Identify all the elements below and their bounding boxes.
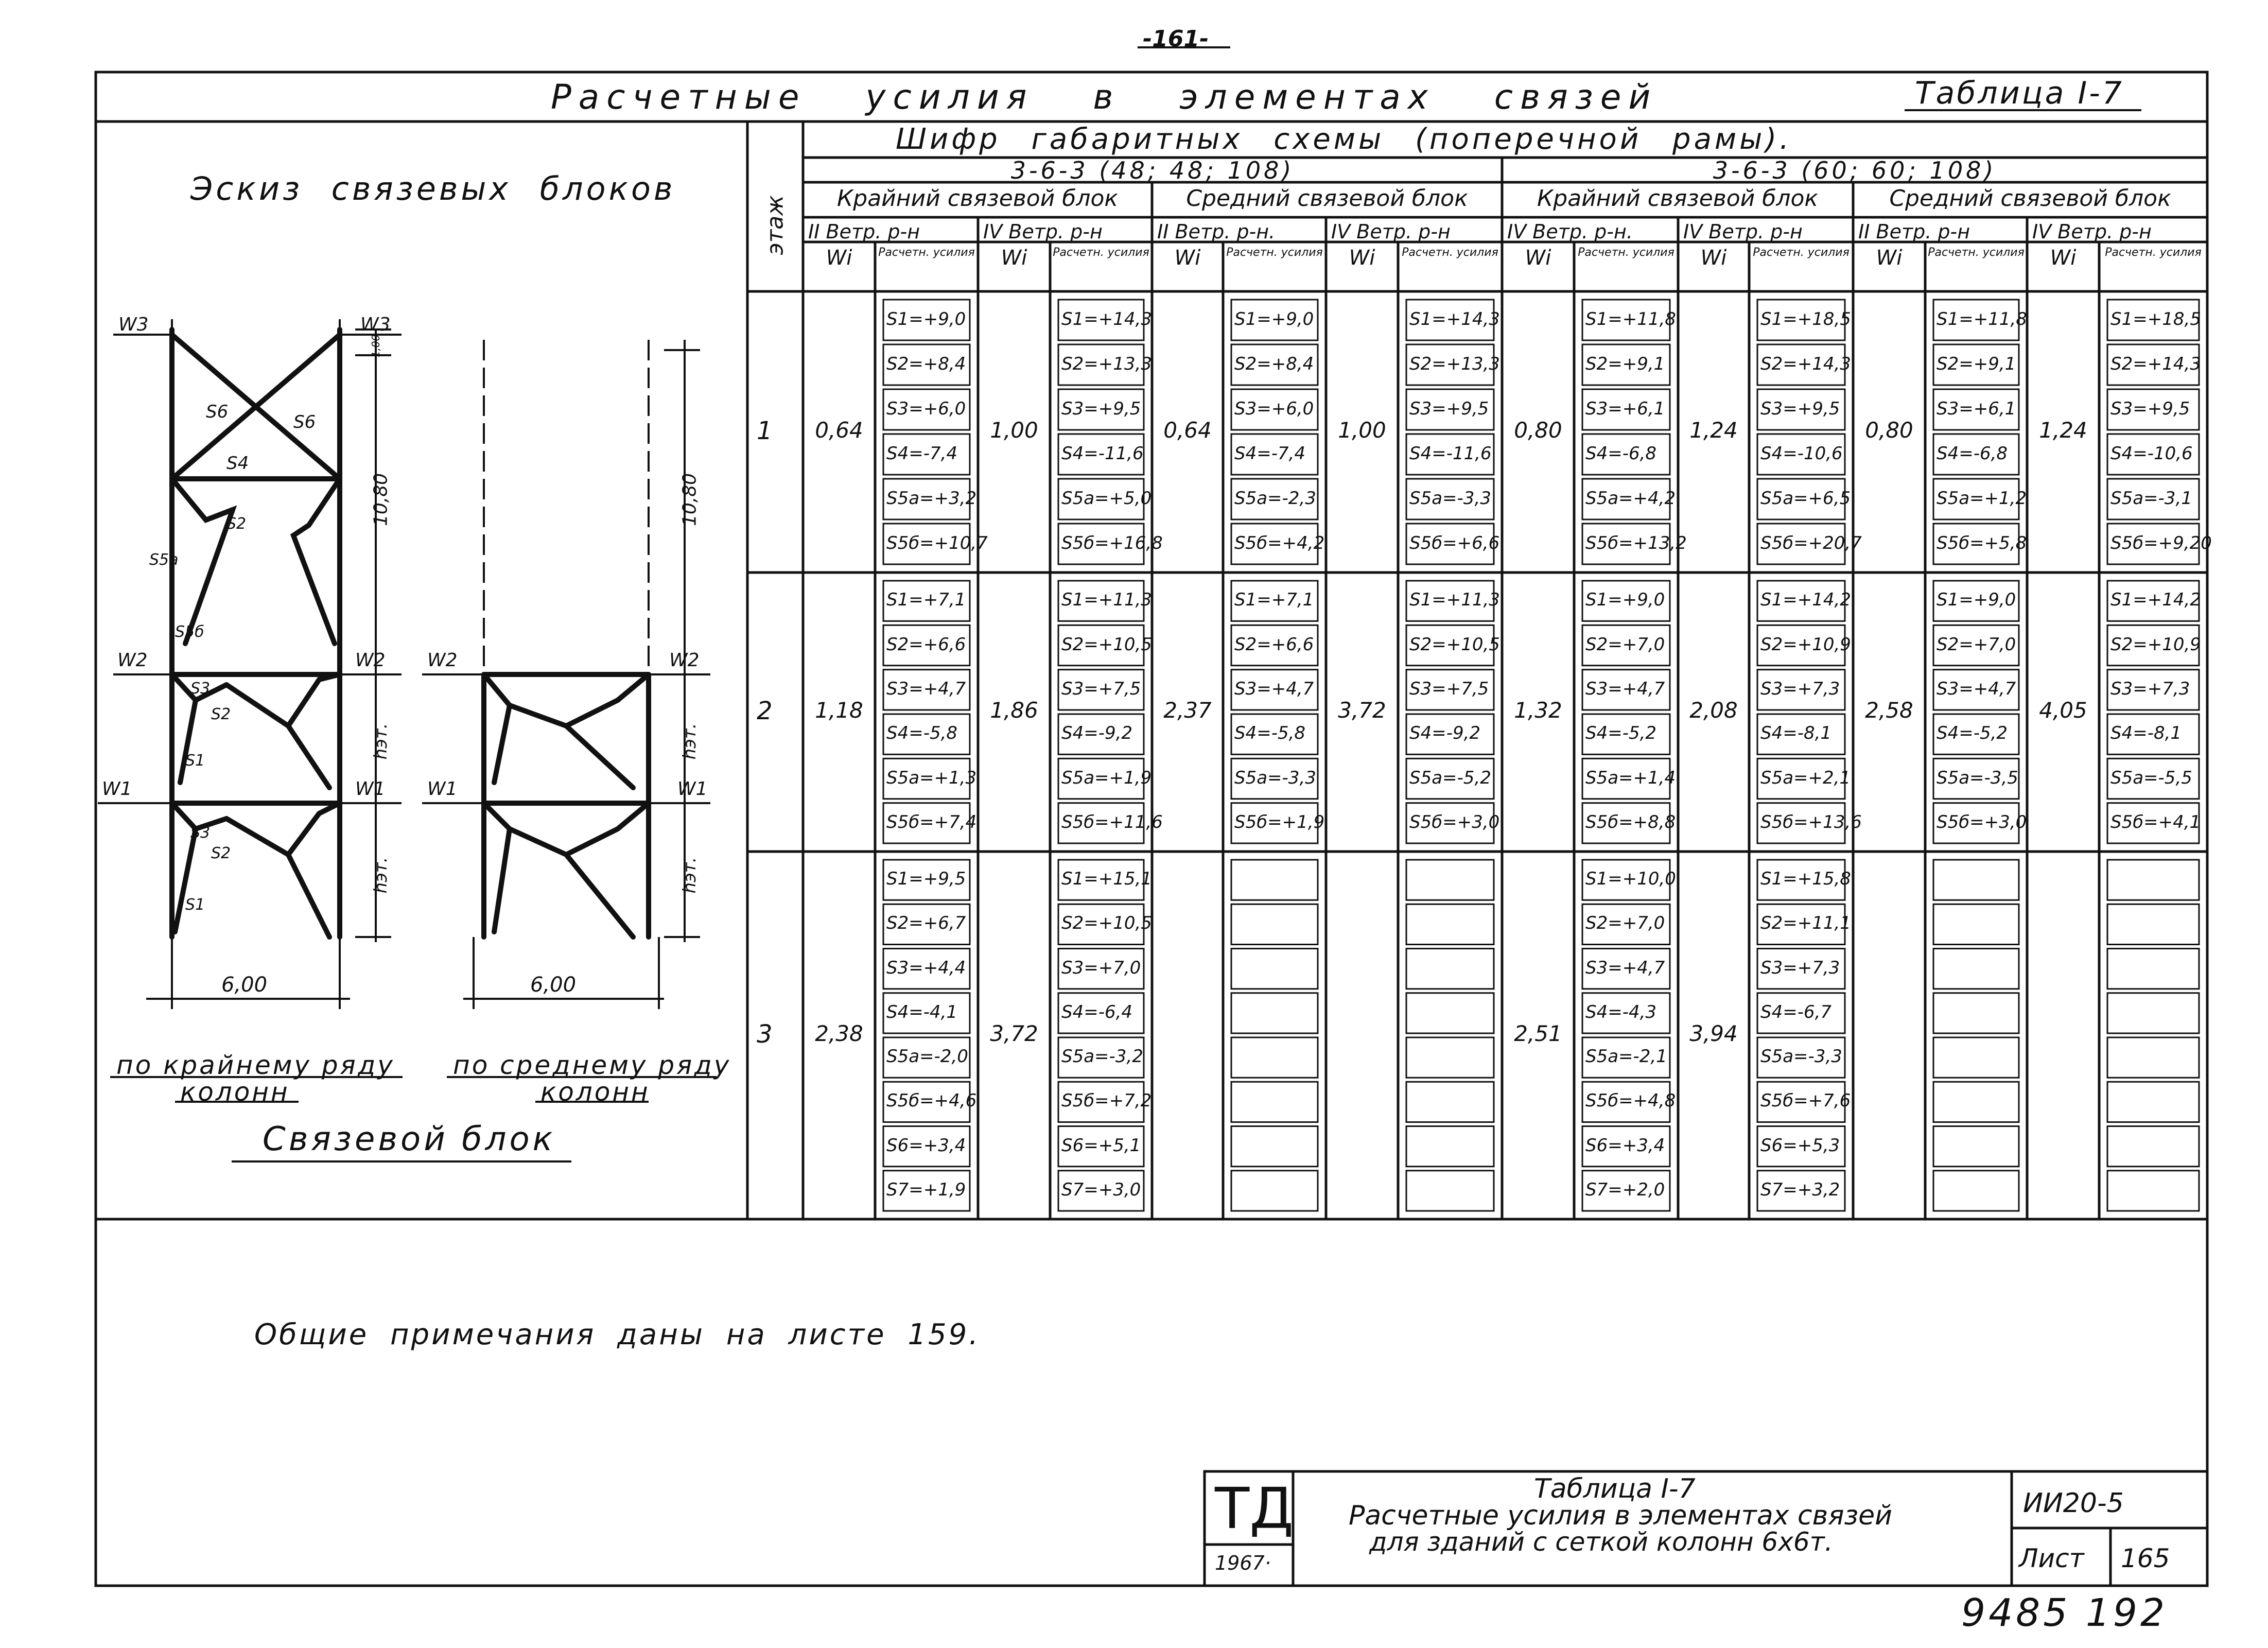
force-cell-box xyxy=(1933,1037,2019,1078)
force-value: S5а=-5,2 xyxy=(1409,767,1491,788)
stamp-desc-1: Расчетные усилия в элементах связей xyxy=(1349,1500,1892,1531)
member-s2-f1: S2 xyxy=(211,844,231,862)
force-value: S5б=+3,0 xyxy=(1409,811,1500,832)
force-value: S2=+9,1 xyxy=(1936,353,2016,374)
force-value: S4=-5,8 xyxy=(1234,723,1306,744)
force-value: S5а=+3,2 xyxy=(886,488,977,509)
block-header-4: Средний связевой блок xyxy=(1889,185,2171,212)
force-value: S2=+11,1 xyxy=(1760,913,1851,934)
force-value: S3=+9,5 xyxy=(1061,398,1141,419)
force-value: S5б=+4,8 xyxy=(1585,1090,1676,1112)
force-value: S1=+14,2 xyxy=(1760,589,1851,611)
force-value: S3=+7,5 xyxy=(1409,678,1489,699)
force-value: S5а=-2,1 xyxy=(1585,1046,1667,1067)
wind-label-w2-4: W2 xyxy=(669,650,700,671)
force-value: S3=+9,5 xyxy=(2110,398,2190,419)
force-cell-box xyxy=(1231,949,1318,989)
force-value: S2=+7,0 xyxy=(1585,634,1665,655)
wind-label-w3-left: W3 xyxy=(118,314,149,335)
force-value: S7=+2,0 xyxy=(1585,1179,1665,1200)
scheme-2: 3-6-3 (60; 60; 108) xyxy=(1713,157,1997,184)
caption-block: Связевой блок xyxy=(263,1120,556,1158)
force-value: S5а=-2,0 xyxy=(886,1046,968,1067)
force-value: S3=+4,7 xyxy=(1234,678,1314,699)
force-cell-box xyxy=(2107,949,2199,989)
force-value: S1=+11,8 xyxy=(1585,308,1676,329)
force-cell-box xyxy=(2107,860,2199,900)
sketch-header: Эскиз связевых блоков xyxy=(190,170,676,207)
member-s2-f2: S2 xyxy=(211,705,231,723)
member-s5b-top: S5б xyxy=(175,623,204,641)
force-value: S3=+4,4 xyxy=(886,957,966,978)
force-value: S2=+13,3 xyxy=(1061,353,1152,374)
force-value: S2=+10,5 xyxy=(1061,913,1152,934)
member-s1-f1: S1 xyxy=(185,896,205,914)
force-value: S1=+11,8 xyxy=(1936,308,2027,329)
force-value: S3=+9,5 xyxy=(1760,398,1840,419)
force-value: S5а=+1,3 xyxy=(886,767,977,788)
wi-value: 1,18 xyxy=(815,698,863,723)
force-value: S2=+14,3 xyxy=(1760,353,1851,374)
force-value: S5б=+3,0 xyxy=(1936,811,2027,832)
dim-floor-4: hэт. xyxy=(679,857,700,894)
force-value: S4=-9,2 xyxy=(1409,723,1481,744)
force-value: S5б=+4,6 xyxy=(886,1090,977,1112)
force-value: S4=-8,1 xyxy=(2110,723,2182,744)
force-value: S1=+9,0 xyxy=(1936,589,2016,611)
force-value: S5а=+1,4 xyxy=(1585,767,1676,788)
force-value: S2=+7,0 xyxy=(1585,913,1665,934)
wind-label-w3-right: W3 xyxy=(360,314,391,335)
force-value: S2=+7,0 xyxy=(1936,634,2016,655)
force-value: S2=+9,1 xyxy=(1585,353,1665,374)
wind-header-5: IV Ветр. р-н. xyxy=(1507,220,1633,243)
force-value: S4=-4,3 xyxy=(1585,1001,1657,1022)
force-value: S2=+10,9 xyxy=(2110,634,2201,655)
col-wi-header: Wi xyxy=(1525,246,1551,270)
force-value: S4=-5,8 xyxy=(886,723,958,744)
wind-header-2: IV Ветр. р-н xyxy=(983,220,1103,243)
block-header-3: Крайний связевой блок xyxy=(1537,185,1818,212)
col-wi-header: Wi xyxy=(1174,246,1201,270)
wind-label-w2-1: W2 xyxy=(117,650,148,671)
force-cell-box xyxy=(2107,1171,2199,1211)
force-value: S4=-5,2 xyxy=(1936,723,2008,744)
force-value: S1=+15,8 xyxy=(1760,869,1851,890)
force-value: S5б=+7,6 xyxy=(1760,1090,1851,1112)
force-value: S3=+6,1 xyxy=(1585,398,1665,419)
dim-floor-3: hэт. xyxy=(679,723,700,760)
force-value: S5б=+20,7 xyxy=(1760,532,1862,553)
force-value: S1=+7,1 xyxy=(886,589,966,611)
force-value: S3=+7,3 xyxy=(1760,678,1840,699)
force-value: S1=+18,5 xyxy=(1760,308,1851,329)
force-value: S3=+7,3 xyxy=(1760,957,1840,978)
wi-value: 0,80 xyxy=(1865,418,1913,443)
force-value: S5а=+1,2 xyxy=(1936,488,2027,509)
stamp-sheet-number: 165 xyxy=(2121,1543,2170,1573)
force-value: S5а=+1,9 xyxy=(1061,767,1152,788)
force-value: S3=+4,7 xyxy=(1585,678,1665,699)
force-value: S5б=+7,4 xyxy=(886,811,977,832)
wi-value: 1,00 xyxy=(1338,418,1386,443)
member-s6: S6 xyxy=(206,402,229,422)
force-value: S1=+14,2 xyxy=(2110,589,2201,611)
member-s6b: S6 xyxy=(293,412,316,432)
stamp-sheet-label: Лист xyxy=(2019,1543,2084,1573)
force-value: S1=+9,5 xyxy=(886,869,966,890)
col-force-header: Расчетн. усилия xyxy=(1053,246,1149,259)
wi-value: 1,00 xyxy=(990,418,1038,443)
force-cell-box xyxy=(2107,1037,2199,1078)
force-value: S3=+6,1 xyxy=(1936,398,2016,419)
col-force-header: Расчетн. усилия xyxy=(2105,246,2202,259)
member-s3-f1: S3 xyxy=(190,824,211,842)
wind-label-w2-2: W2 xyxy=(355,650,386,671)
col-wi-header: Wi xyxy=(2050,246,2077,270)
stamp-table: Таблица I-7 xyxy=(1534,1473,1696,1504)
wind-header-1: II Ветр. р-н xyxy=(808,220,920,243)
force-cell-box xyxy=(2107,1082,2199,1122)
force-value: S5а=-3,1 xyxy=(2110,488,2192,509)
force-value: S5а=+2,1 xyxy=(1760,767,1851,788)
force-value: S5б=+8,8 xyxy=(1585,811,1676,832)
wind-label-w1-2: W1 xyxy=(355,778,386,800)
dim-top-left: 10,80 xyxy=(370,473,392,527)
force-value: S6=+3,4 xyxy=(1585,1135,1665,1156)
force-value: S7=+3,0 xyxy=(1061,1179,1141,1200)
force-cell-box xyxy=(1933,860,2019,900)
wind-header-6: IV Ветр. р-н xyxy=(1683,220,1803,243)
force-cell-box xyxy=(1406,1126,1494,1167)
force-value: S5б=+11,6 xyxy=(1061,811,1163,832)
wi-value: 1,86 xyxy=(990,698,1038,723)
force-cell-box xyxy=(1406,1037,1494,1078)
force-value: S5б=+6,6 xyxy=(1409,532,1500,553)
dim-width-left: 6,00 xyxy=(221,973,268,997)
force-cell-box xyxy=(2107,1126,2199,1167)
force-cell-box xyxy=(1231,1082,1318,1122)
force-value: S2=+10,5 xyxy=(1409,634,1500,655)
force-value: S5а=+6,5 xyxy=(1760,488,1851,509)
member-s4-top: S4 xyxy=(226,453,249,474)
wi-value: 1,32 xyxy=(1514,698,1562,723)
force-value: S2=+8,4 xyxy=(1234,353,1314,374)
force-cell-box xyxy=(2107,993,2199,1033)
wi-value: 3,72 xyxy=(1338,698,1386,723)
col-wi-header: Wi xyxy=(1349,246,1375,270)
force-value: S1=+14,3 xyxy=(1409,308,1500,329)
force-value: S5а=+5,0 xyxy=(1061,488,1152,509)
force-value: S5б=+13,6 xyxy=(1760,811,1862,832)
force-cell-box xyxy=(1231,1126,1318,1167)
force-value: S4=-6,8 xyxy=(1936,443,2008,464)
dim-width-right: 6,00 xyxy=(530,973,577,997)
wi-value: 0,80 xyxy=(1514,418,1562,443)
force-cell-box xyxy=(2107,904,2199,944)
page-mark: -161- xyxy=(1143,26,1209,52)
force-value: S5а=-3,3 xyxy=(1409,488,1491,509)
force-cell-box xyxy=(1933,949,2019,989)
force-value: S5б=+10,7 xyxy=(886,532,988,553)
force-value: S3=+7,5 xyxy=(1061,678,1141,699)
force-value: S2=+8,4 xyxy=(886,353,966,374)
force-value: S1=+7,1 xyxy=(1234,589,1314,611)
col-wi-header: Wi xyxy=(1876,246,1903,270)
wi-value: 0,64 xyxy=(1163,418,1212,443)
force-value: S2=+10,9 xyxy=(1760,634,1851,655)
force-value: S5б=+13,2 xyxy=(1585,532,1687,553)
force-value: S1=+18,5 xyxy=(2110,308,2201,329)
force-value: S5а=-2,3 xyxy=(1234,488,1316,509)
wind-header-3: II Ветр. р-н. xyxy=(1157,220,1276,243)
wi-value: 3,72 xyxy=(990,1021,1038,1046)
force-value: S2=+13,3 xyxy=(1409,353,1500,374)
force-cell-box xyxy=(1406,993,1494,1033)
page-title: Расчетные усилия в элементах связей xyxy=(551,77,1658,117)
force-value: S1=+11,3 xyxy=(1061,589,1152,611)
caption-right-2: колонн xyxy=(540,1077,650,1107)
wind-header-7: II Ветр. р-н xyxy=(1858,220,1970,243)
wi-value: 2,08 xyxy=(1689,698,1738,723)
force-cell-box xyxy=(1933,904,2019,944)
member-s5a-top: S5а xyxy=(149,551,179,569)
col-force-header: Расчетн. усилия xyxy=(1578,246,1674,259)
wind-header-8: IV Ветр. р-н xyxy=(2032,220,2152,243)
wi-value: 2,38 xyxy=(815,1021,863,1046)
force-value: S5б=+4,1 xyxy=(2110,811,2201,832)
wind-label-w1-3: W1 xyxy=(427,778,458,800)
force-value: S6=+3,4 xyxy=(886,1135,966,1156)
archive-number: 9485 192 xyxy=(1961,1591,2168,1635)
force-cell-box xyxy=(1231,1037,1318,1078)
force-value: S2=+6,6 xyxy=(886,634,966,655)
force-cell-box xyxy=(1406,1082,1494,1122)
force-value: S5а=-3,3 xyxy=(1760,1046,1842,1067)
force-cell-box xyxy=(1406,860,1494,900)
stamp-logo: ТД xyxy=(1215,1476,1294,1541)
caption-right-1: по среднему ряду xyxy=(453,1050,731,1080)
floor-number: 2 xyxy=(757,697,773,725)
force-value: S1=+10,0 xyxy=(1585,869,1676,890)
force-value: S5б=+9,20 xyxy=(2110,532,2212,553)
wind-label-w2-3: W2 xyxy=(427,650,458,671)
wi-value: 3,94 xyxy=(1689,1021,1738,1046)
force-value: S1=+9,0 xyxy=(1585,589,1665,611)
force-value: S6=+5,1 xyxy=(1061,1135,1141,1156)
force-cell-box xyxy=(1406,904,1494,944)
force-value: S5а=-3,5 xyxy=(1936,767,2018,788)
force-value: S1=+9,0 xyxy=(1234,308,1314,329)
wi-value: 2,58 xyxy=(1865,698,1913,723)
caption-left-1: по крайнему ряду xyxy=(116,1050,395,1080)
force-value: S4=-5,2 xyxy=(1585,723,1657,744)
stamp-desc-2: для зданий с сеткой колонн 6х6т. xyxy=(1369,1527,1833,1557)
force-value: S3=+4,7 xyxy=(886,678,966,699)
floor-header: этаж xyxy=(762,195,789,255)
member-s3-f2: S3 xyxy=(190,680,211,698)
force-value: S1=+14,3 xyxy=(1061,308,1152,329)
col-wi-header: Wi xyxy=(826,246,852,270)
stamp-code: ИИ20-5 xyxy=(2023,1488,2124,1519)
force-value: S5б=+16,8 xyxy=(1061,532,1163,553)
force-value: S1=+9,0 xyxy=(886,308,966,329)
force-value: S2=+6,7 xyxy=(886,913,966,934)
force-value: S7=+3,2 xyxy=(1760,1179,1840,1200)
wi-value: 4,05 xyxy=(2039,698,2087,723)
dim-small: 1,00 xyxy=(370,334,382,358)
force-value: S4=-9,2 xyxy=(1061,723,1133,744)
block-header-1: Крайний связевой блок xyxy=(837,185,1118,212)
force-cell-box xyxy=(1231,993,1318,1033)
force-value: S1=+11,3 xyxy=(1409,589,1500,611)
force-value: S6=+5,3 xyxy=(1760,1135,1840,1156)
col-force-header: Расчетн. усилия xyxy=(1226,246,1323,259)
force-value: S4=-7,4 xyxy=(886,443,958,464)
force-value: S4=-6,7 xyxy=(1760,1001,1832,1022)
wi-value: 0,64 xyxy=(815,418,863,443)
force-cell-box xyxy=(1406,949,1494,989)
wi-value: 1,24 xyxy=(1689,418,1738,443)
force-value: S4=-4,1 xyxy=(886,1001,958,1022)
floor-number: 3 xyxy=(757,1020,773,1049)
caption-left-2: колонн xyxy=(180,1077,290,1107)
dim-floor-2: hэт. xyxy=(371,857,391,894)
wi-value: 1,24 xyxy=(2039,418,2087,443)
force-value: S5б=+1,9 xyxy=(1234,811,1325,832)
wi-value: 2,51 xyxy=(1514,1021,1562,1046)
member-s2-top: S2 xyxy=(226,515,247,533)
force-cell-box xyxy=(1231,860,1318,900)
col-force-header: Расчетн. усилия xyxy=(1402,246,1498,259)
force-value: S5а=+4,2 xyxy=(1585,488,1676,509)
force-cell-box xyxy=(1933,1126,2019,1167)
force-cell-box xyxy=(1933,1171,2019,1211)
force-cell-box xyxy=(1231,1171,1318,1211)
force-value: S4=-6,8 xyxy=(1585,443,1657,464)
force-value: S4=-11,6 xyxy=(1409,443,1492,464)
force-value: S3=+7,0 xyxy=(1061,957,1141,978)
force-cell-box xyxy=(1933,993,2019,1033)
force-value: S3=+6,0 xyxy=(886,398,966,419)
force-value: S5а=-3,2 xyxy=(1061,1046,1143,1067)
force-value: S3=+4,7 xyxy=(1936,678,2016,699)
general-note: Общие примечания даны на листе 159. xyxy=(254,1318,981,1351)
force-value: S2=+10,5 xyxy=(1061,634,1152,655)
scheme-1: 3-6-3 (48; 48; 108) xyxy=(1010,157,1295,184)
force-value: S2=+6,6 xyxy=(1234,634,1314,655)
scheme-header: Шифр габаритных схемы (поперечной рамы). xyxy=(896,123,1792,156)
force-value: S5а=-3,3 xyxy=(1234,767,1316,788)
col-wi-header: Wi xyxy=(1700,246,1727,270)
col-wi-header: Wi xyxy=(1001,246,1027,270)
col-force-header: Расчетн. усилия xyxy=(1753,246,1850,259)
force-value: S3=+4,7 xyxy=(1585,957,1665,978)
stamp-year: 1967· xyxy=(1215,1552,1271,1574)
wi-value: 2,37 xyxy=(1163,698,1212,723)
force-value: S4=-10,6 xyxy=(1760,443,1843,464)
force-value: S2=+14,3 xyxy=(2110,353,2201,374)
force-value: S4=-10,6 xyxy=(2110,443,2193,464)
force-cell-box xyxy=(1933,1082,2019,1122)
force-value: S5а=-5,5 xyxy=(2110,767,2192,788)
table-id: Таблица I-7 xyxy=(1915,75,2124,111)
force-value: S4=-7,4 xyxy=(1234,443,1306,464)
force-value: S4=-11,6 xyxy=(1061,443,1144,464)
wind-label-w1-1: W1 xyxy=(102,778,132,800)
dim-top-right: 10,80 xyxy=(679,473,701,527)
force-value: S3=+9,5 xyxy=(1409,398,1489,419)
floor-number: 1 xyxy=(757,417,773,445)
force-cell-box xyxy=(1231,904,1318,944)
member-s1-f2: S1 xyxy=(185,752,205,770)
wind-label-w1-4: W1 xyxy=(677,778,708,800)
force-cell-box xyxy=(1406,1171,1494,1211)
block-header-2: Средний связевой блок xyxy=(1186,185,1468,212)
force-value: S4=-6,4 xyxy=(1061,1001,1133,1022)
wind-header-4: IV Ветр. р-н xyxy=(1331,220,1451,243)
force-value: S5б=+4,2 xyxy=(1234,532,1325,553)
force-value: S3=+7,3 xyxy=(2110,678,2190,699)
force-value: S4=-8,1 xyxy=(1760,723,1832,744)
force-value: S5б=+7,2 xyxy=(1061,1090,1152,1112)
force-value: S3=+6,0 xyxy=(1234,398,1314,419)
force-value: S7=+1,9 xyxy=(886,1179,966,1200)
force-value: S1=+15,1 xyxy=(1061,869,1152,890)
col-force-header: Расчетн. усилия xyxy=(1928,246,2025,259)
dim-floor-1: hэт. xyxy=(371,723,391,760)
force-value: S5б=+5,8 xyxy=(1936,532,2027,553)
col-force-header: Расчетн. усилия xyxy=(878,246,975,259)
